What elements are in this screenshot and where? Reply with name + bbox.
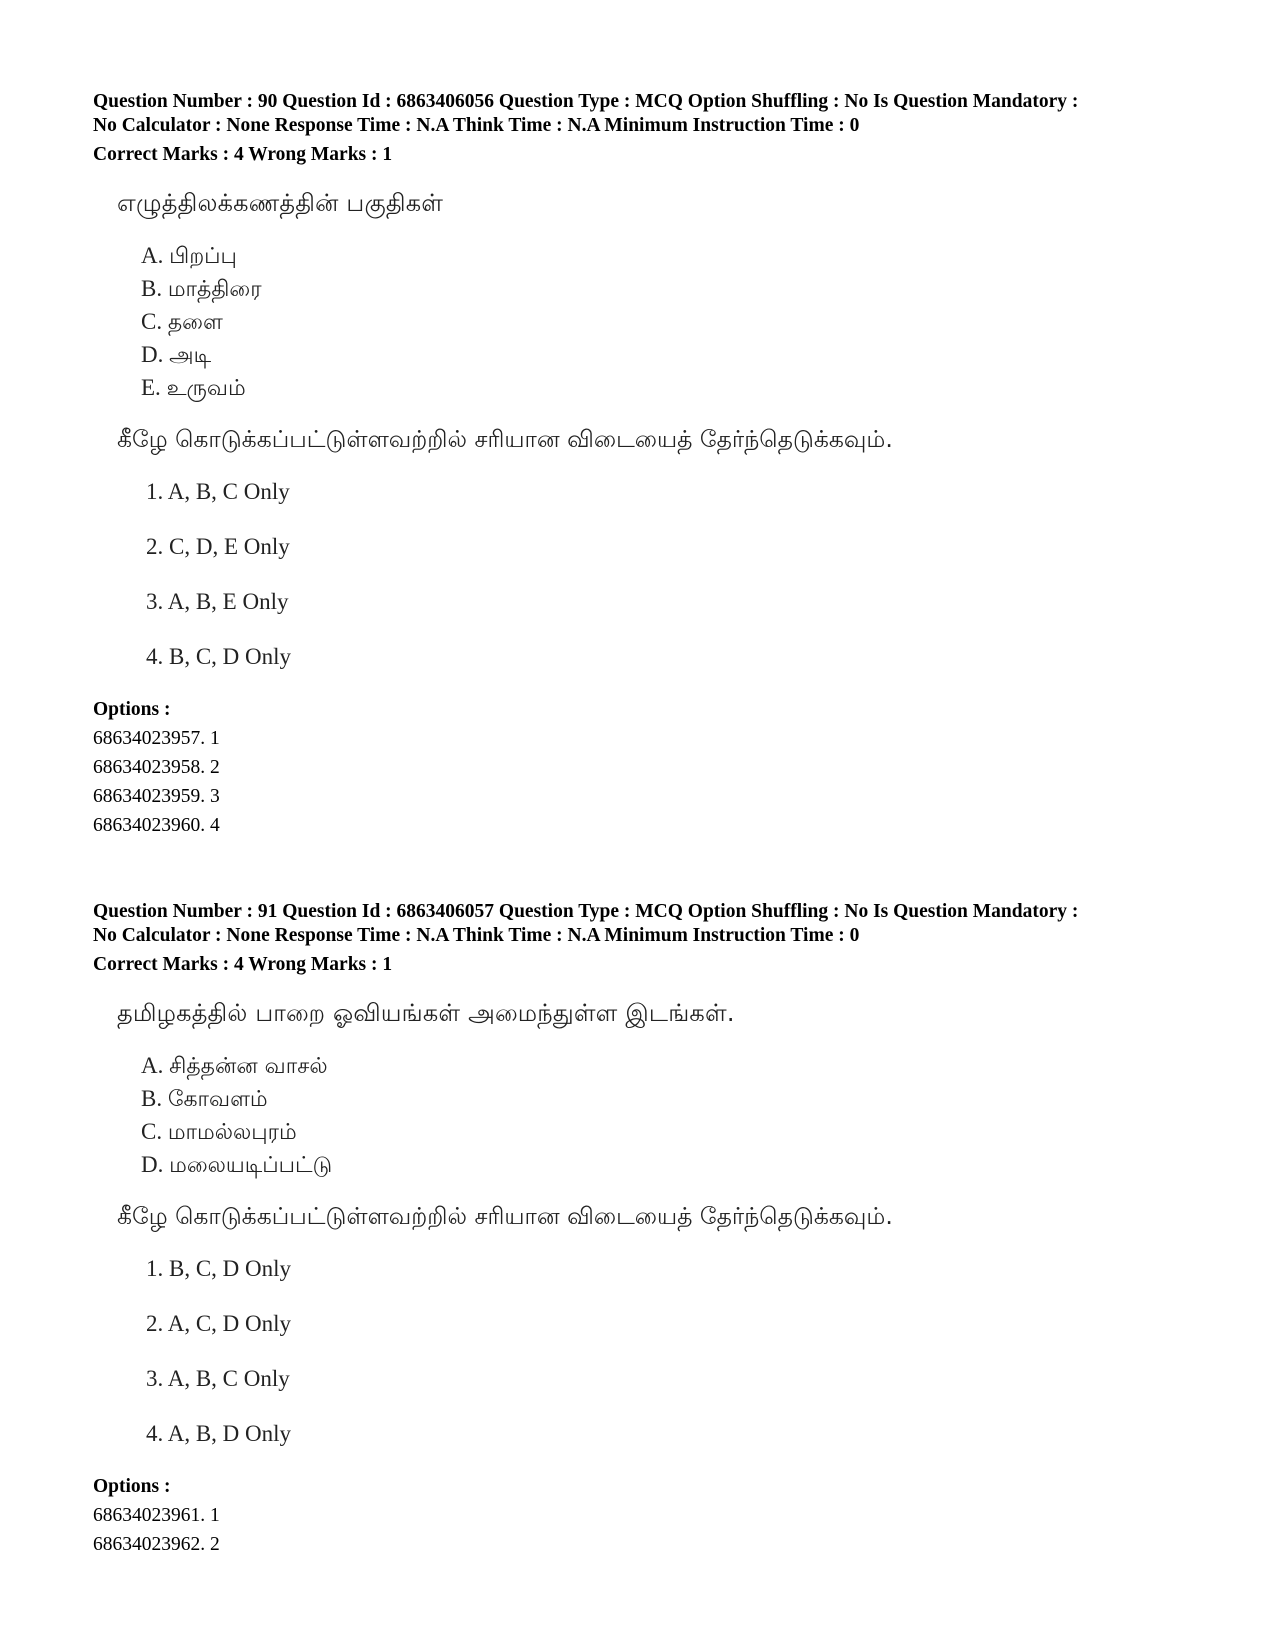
question-marks: Correct Marks : 4 Wrong Marks : 1 (93, 144, 393, 165)
statement-item (141, 240, 1193, 273)
answer-choice: 2. C, D, E Only (146, 534, 290, 559)
question-block-90 (93, 90, 1193, 840)
statement-letter: B. (141, 1086, 163, 1111)
statement-letter: A. (141, 1053, 164, 1078)
statement-text: தளை (167, 310, 223, 335)
options-label: Options : (93, 1476, 171, 1497)
statement-letter: C. (141, 309, 163, 334)
answer-choices (146, 1253, 1193, 1473)
statement-text: மலையடிப்பட்டு (169, 1153, 333, 1178)
answer-choices (146, 476, 1193, 696)
option-id: 68634023957. 1 (93, 728, 220, 749)
statement-letter: D. (141, 1152, 164, 1177)
question-instruction: கீழே கொடுக்கப்பட்டுள்ளவற்றில் சரியான விடையைத் தேர்ந்தெடுக்கவும். (117, 425, 893, 453)
question-meta-line2: No Calculator : None Response Time : N.A Think Time : N.A Minimum Instruction Time : 0 (93, 115, 860, 136)
question-marks: Correct Marks : 4 Wrong Marks : 1 (93, 954, 393, 975)
statement-letter: D. (141, 342, 164, 367)
option-id: 68634023958. 2 (93, 757, 220, 778)
option-id: 68634023959. 3 (93, 786, 220, 807)
answer-choice: 4. B, C, D Only (146, 644, 292, 669)
question-stem: எழுத்திலக்கணத்தின் பகுதிகள் (117, 189, 444, 217)
answer-choice: 4. A, B, D Only (146, 1421, 292, 1446)
answer-choice: 1. B, C, D Only (146, 1256, 292, 1281)
question-meta-line1: Question Number : 91 Question Id : 6863406057 Question Type : MCQ Option Shuffling : No Is Question Mandatory : (93, 901, 1079, 922)
question-meta-line1: Question Number : 90 Question Id : 6863406056 Question Type : MCQ Option Shuffling : No Is Question Mandatory : (93, 91, 1079, 112)
statement-letter: E. (141, 375, 161, 400)
answer-choice: 3. A, B, C Only (146, 1366, 290, 1391)
option-id: 68634023961. 1 (93, 1505, 220, 1526)
option-id: 68634023962. 2 (93, 1534, 220, 1555)
statement-text: சித்தன்ன வாசல் (169, 1054, 328, 1079)
statement-letter: C. (141, 1119, 163, 1144)
statement-text: கோவளம் (167, 1087, 268, 1112)
statement-item (141, 306, 1193, 339)
statement-text: மாத்திரை (167, 277, 262, 302)
statement-item (141, 1083, 1193, 1116)
statement-letter: A. (141, 243, 164, 268)
statement-item (141, 1149, 1193, 1182)
statement-item (141, 273, 1193, 306)
question-stem: தமிழகத்தில் பாறை ஓவியங்கள் அமைந்துள்ள இடங்கள். (117, 999, 735, 1027)
answer-choice: 2. A, C, D Only (146, 1311, 292, 1336)
statement-item (141, 339, 1193, 372)
options-label: Options : (93, 699, 171, 720)
statement-text: உருவம் (166, 376, 246, 401)
question-block-91 (93, 900, 1193, 1559)
answer-choice: 1. A, B, C Only (146, 479, 290, 504)
statement-text: அடி (169, 343, 212, 368)
statement-list (141, 240, 1193, 405)
statement-text: பிறப்பு (169, 244, 237, 269)
question-meta-line2: No Calculator : None Response Time : N.A Think Time : N.A Minimum Instruction Time : 0 (93, 925, 860, 946)
statement-item (141, 1050, 1193, 1083)
question-instruction: கீழே கொடுக்கப்பட்டுள்ளவற்றில் சரியான விடையைத் தேர்ந்தெடுக்கவும். (117, 1202, 893, 1230)
answer-choice: 3. A, B, E Only (146, 589, 289, 614)
option-id: 68634023960. 4 (93, 815, 220, 836)
statement-text: மாமல்லபுரம் (167, 1120, 297, 1145)
statement-item (141, 1116, 1193, 1149)
statement-item (141, 372, 1193, 405)
statement-list (141, 1050, 1193, 1182)
statement-letter: B. (141, 276, 163, 301)
